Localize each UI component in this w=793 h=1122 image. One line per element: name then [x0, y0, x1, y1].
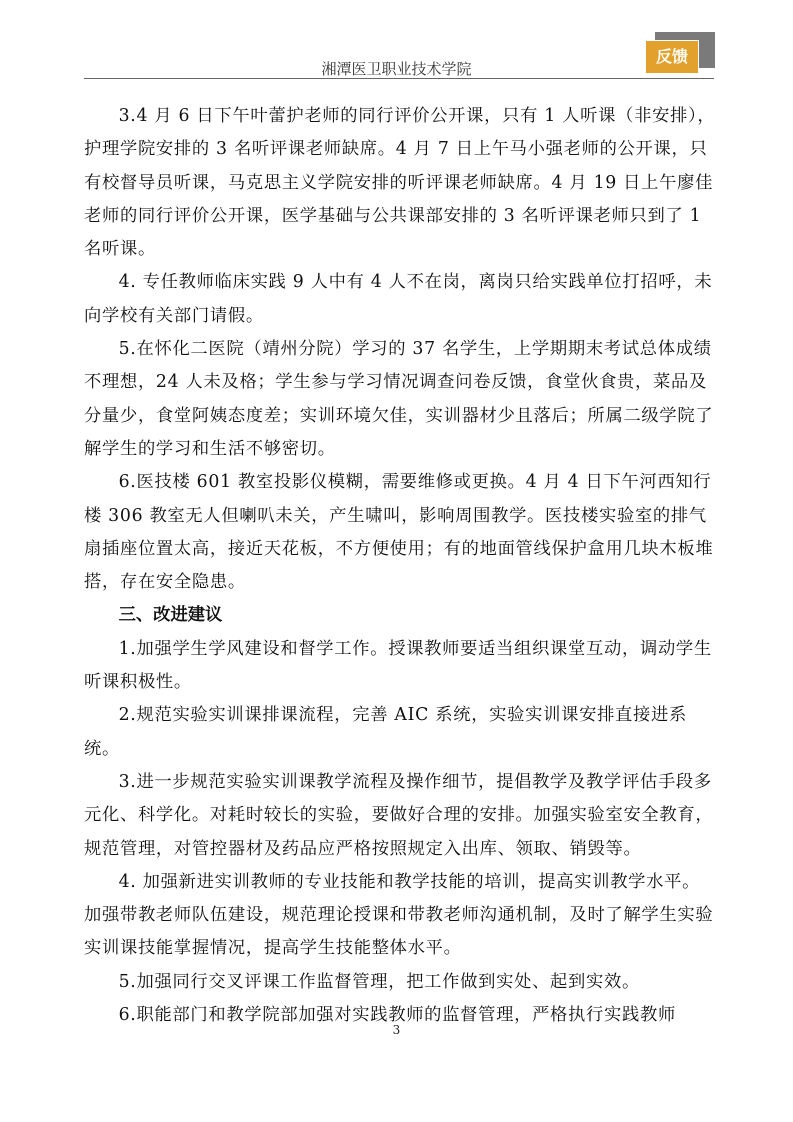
suggestion-4: 4. 加强新进实训教师的专业技能和教学技能的培训，提高实训教学水平。加强带教老师队伍建设，规范理论授课和带教老师沟通机制，及时了解学生实验实训课技能掌握情况，提高学生技能整体水平。: [84, 871, 714, 959]
header-title: 湘潭医卫职业技术学院: [321, 60, 472, 78]
suggestion-3: 3.进一步规范实验实训课教学流程及操作细节，提倡教学及教学评估手段多元化、科学化。对耗时较长的实验，要做好合理的安排。加强实验室安全教育，规范管理，对管控器材及药品应严格按照规定入出库、领取、销毁等。: [84, 771, 714, 859]
suggestion-6: 6.职能部门和教学院部加强对实践教师的监督管理，严格执行实践教师: [118, 1005, 676, 1026]
header-rule: [84, 78, 714, 79]
suggestion-5: 5.加强同行交叉评课工作监督管理，把工作做到实处、起到实效。: [118, 971, 640, 992]
page-number: 3: [392, 1023, 401, 1037]
document-body: [84, 100, 716, 1032]
paragraph-issue-6: 6.医技楼 601 教室投影仪模糊，需要维修或更换。4 月 4 日下午河西知行楼 306 教室无人但喇叭未关，产生啸叫，影响周围教学。医技楼实验室的排气扇插座位置太高，接近天花板，不方便使用；有的地面管线保护盒用几块木板堆搭，存在安全隐患。: [84, 472, 714, 593]
logo-label: 反馈: [645, 40, 699, 74]
suggestion-1: 1.加强学生学风建设和督学工作。授课教师要适当组织课堂互动，调动学生听课积极性。: [84, 638, 712, 693]
section-heading: 三、改进建议: [118, 605, 223, 626]
paragraph-issue-5: 5.在怀化二医院（靖州分院）学习的 37 名学生，上学期期末考试总体成绩不理想，24 人未及格；学生参与学习情况调查问卷反馈，食堂伙食贵，菜品及分量少，食堂阿姨态度差；实训环境欠佳，实训器材少且落后；所属二级学院了解学生的学习和生活不够密切。: [84, 339, 714, 459]
paragraph-issue-4: 4. 专任教师临床实践 9 人中有 4 人不在岗，离岗只给实践单位打招呼，未向学校有关部门请假。: [84, 272, 713, 326]
suggestion-2: 2.规范实验实训课排课流程，完善 AIC 系统，实验实训课安排直接进系统。: [84, 705, 687, 759]
paragraph-issue-3: 3.4 月 6 日下午叶蕾护老师的同行评价公开课，只有 1 人听课（非安排），护理学院安排的 3 名听评课老师缺席。4 月 7 日上午马小强老师的公开课，只有校督导员听课，马克思主义学院安排的听评课老师缺席。4 月 19 日上午廖佳老师的同行评价公开课，医学基础与公共课部安排的 3 名听评课老师只到了 1 名听课。: [84, 106, 716, 260]
feedback-logo: [645, 32, 715, 76]
